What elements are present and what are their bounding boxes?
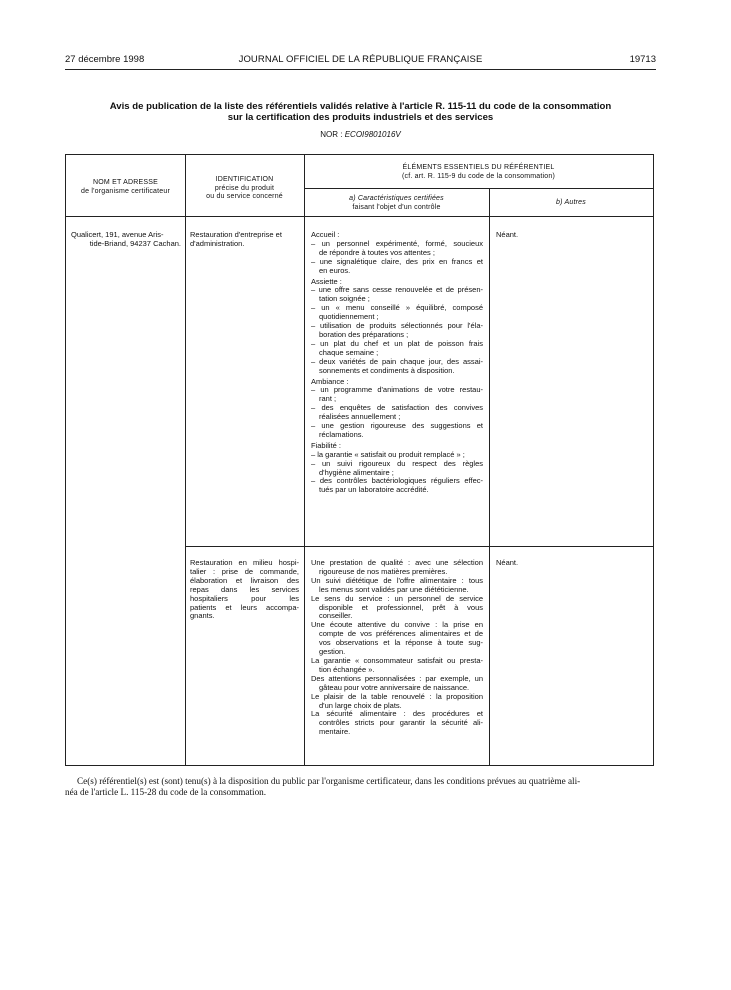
list-item-line: – un suivi rigoureux du respect des règles xyxy=(311,458,483,468)
list-item-line: – une signalétique claire, des prix en francs et xyxy=(311,256,483,266)
paragraph-line: disponible et professionnel, prêt à vous xyxy=(319,602,483,612)
list-item-line: tation soignée ; xyxy=(319,294,370,304)
identification-line: patients et leurs accompa- xyxy=(190,602,299,612)
row1-others: Néant. xyxy=(496,230,519,239)
list-item-line: – un plat du chef et un plat de poisson frais xyxy=(311,338,483,348)
list-item-line: – deux variétés de pain chaque jour, des assai- xyxy=(311,356,483,366)
paragraph-line: contrôles stricts pour garantir la sécurité ali- xyxy=(319,718,483,728)
footer-note xyxy=(65,776,656,798)
paragraph-line: gestion. xyxy=(319,647,346,657)
table-subheader-rule xyxy=(304,188,653,189)
identification-line: Restauration d'entreprise et xyxy=(190,230,282,239)
paragraph-line: La sécurité alimentaire : des procédures et xyxy=(311,709,483,719)
row2-characteristics xyxy=(311,559,483,737)
paragraph-line: Une écoute attentive du convive : la prise en xyxy=(311,620,483,630)
identification-line: repas dans les services xyxy=(190,584,299,594)
identification-line: Restauration en milieu hospi- xyxy=(190,558,299,567)
list-item-line: tués par un laboratoire accrédité. xyxy=(319,485,429,495)
list-item-line: de répondre à toutes vos attentes ; xyxy=(319,247,435,257)
paragraph-line: rigoureuse de nos matières premières. xyxy=(319,566,448,576)
paragraph-block xyxy=(311,710,483,737)
nor-reference xyxy=(65,130,656,139)
table-col-divider-3 xyxy=(489,188,490,765)
paragraph-line: Une prestation de qualité : avec une sélection xyxy=(311,558,483,567)
section-heading: Fiabilité : xyxy=(311,440,342,450)
organism-cell xyxy=(71,231,181,249)
header-page-number: 19713 xyxy=(629,54,656,65)
list-item-line: d'hygiène alimentaire ; xyxy=(319,467,394,477)
list-item-line: – la garantie « satisfait ou produit remplacé » ; xyxy=(311,449,465,459)
identification-line: hospitaliers pour les xyxy=(190,593,299,603)
list-item-line: – un personnel expérimenté, formé, soucieux xyxy=(311,238,483,248)
list-item-line: en euros. xyxy=(319,265,351,275)
paragraph-line: conseiller. xyxy=(319,611,353,621)
nor-code: ECOI9801016V xyxy=(344,130,401,139)
section-block xyxy=(311,378,483,440)
header-journal-title: JOURNAL OFFICIEL DE LA RÉPUBLIQUE FRANÇAISE xyxy=(238,54,483,65)
list-item-line: rant ; xyxy=(319,394,337,404)
notice-title-line-1: Avis de publication de la liste des référentiels validés relative à l'article R. 115-11 du code de la consommation xyxy=(109,101,612,112)
paragraph-line: Le plaisir de la table renouvelé : la proposition xyxy=(311,691,483,701)
list-item-line: – utilisation de produits sélectionnés pour l'éla- xyxy=(311,321,483,331)
list-item-line: chaque semaine ; xyxy=(319,347,379,357)
paragraph-line: les menus sont validés par une diététicienne. xyxy=(319,584,469,594)
paragraph-line: tion échangée ». xyxy=(319,664,375,674)
list-item-line: – un programme d'animations de votre restau- xyxy=(311,385,483,395)
section-heading: Assiette : xyxy=(311,276,342,286)
row1-identification xyxy=(190,231,299,249)
section-block xyxy=(311,442,483,495)
footer-note-line-2: néa de l'article L. 115-28 du code de la consommation. xyxy=(65,787,267,797)
notice-title xyxy=(65,101,656,123)
list-item-line: boration des préparations ; xyxy=(319,329,409,339)
paragraph-line: mentaire. xyxy=(319,727,351,737)
header-rule xyxy=(65,69,656,70)
paragraph-line: Un suivi diététique de l'offre alimentaire : tous xyxy=(311,575,483,585)
section-heading: Accueil : xyxy=(311,230,340,239)
list-item-line: quotidiennement ; xyxy=(319,312,379,322)
section-block xyxy=(311,231,483,276)
list-item-line: réclamations. xyxy=(319,429,364,439)
row2-others: Néant. xyxy=(496,558,519,567)
organism-line: tide-Briand, 94237 Cachan. xyxy=(89,238,181,248)
section-block xyxy=(311,278,483,376)
list-item-line: – des enquêtes de satisfaction des convives xyxy=(311,403,483,413)
paragraph-block xyxy=(311,693,483,711)
table-row-divider xyxy=(185,546,653,547)
header-organism: NOM ET ADRESSE de l'organisme certificateur xyxy=(80,179,171,195)
list-item-line: – un « menu conseillé » équilibré, composé xyxy=(311,303,483,313)
paragraph-line: d'un large choix de plats. xyxy=(319,700,402,710)
list-item-line: – des contrôles bactériologiques réguliers effec- xyxy=(311,476,483,486)
footer-note-line-1: Ce(s) référentiel(s) est (sont) tenu(s) à la disposition du public par l'organisme certificateur, dans les conditions prévues au quatrième ali- xyxy=(77,776,581,786)
paragraph-block xyxy=(311,621,483,657)
section-heading: Ambiance : xyxy=(311,376,349,386)
paragraph-line: Des attentions personnalisées : par exemple, un xyxy=(311,673,483,683)
identification-line: d'administration. xyxy=(190,238,245,248)
list-item-line: – une offre sans cesse renouvelée et de présen- xyxy=(311,285,483,295)
paragraph-line: Le sens du service : un personnel de service xyxy=(311,593,483,603)
table-header-rule xyxy=(66,216,653,217)
header-date: 27 décembre 1998 xyxy=(65,54,145,65)
paragraph-block xyxy=(311,559,483,577)
referentials-table xyxy=(65,154,654,766)
notice-title-line-2: sur la certification des produits industriels et des services xyxy=(227,112,494,123)
paragraph-block xyxy=(311,675,483,693)
organism-line: Qualicert, 191, avenue Aris- xyxy=(71,230,164,239)
identification-line: élaboration et livraison des xyxy=(190,575,299,585)
row1-characteristics xyxy=(311,231,483,495)
table-col-divider-2 xyxy=(304,155,305,765)
list-item-line: – une gestion rigoureuse des suggestions et xyxy=(311,421,483,431)
nor-label: NOR : xyxy=(320,130,343,139)
paragraph-line: gâteau pour votre anniversaire de naissance. xyxy=(319,682,470,692)
row2-identification xyxy=(190,559,299,621)
header-certified-characteristics: a) Caractéristiques certifiées faisant l'objet d'un contrôle xyxy=(349,195,444,211)
paragraph-line: La garantie « consommateur satisfait ou presta- xyxy=(311,655,483,665)
list-item-line: réalisées annuellement ; xyxy=(319,412,401,422)
list-item-line: sonnements et condiments à disposition. xyxy=(319,365,455,375)
paragraph-block xyxy=(311,577,483,595)
paragraph-line: compte de vos préférences alimentaires et de xyxy=(319,629,483,639)
paragraph-block xyxy=(311,657,483,675)
paragraph-block xyxy=(311,595,483,622)
identification-line: gnants. xyxy=(190,611,215,621)
header-identification: IDENTIFICATION précise du produit ou du service concerné xyxy=(206,176,283,200)
identification-line: talier : prise de commande, xyxy=(190,566,299,576)
page-header xyxy=(65,54,656,68)
table-col-divider-1 xyxy=(185,155,186,765)
paragraph-line: vos observations et la réponse à toute sug- xyxy=(319,638,483,648)
header-essential-elements: ÉLÉMENTS ESSENTIELS DU RÉFÉRENTIEL (cf. art. R. 115-9 du code de la consommation) xyxy=(401,164,556,180)
header-others: b) Autres xyxy=(556,199,586,206)
